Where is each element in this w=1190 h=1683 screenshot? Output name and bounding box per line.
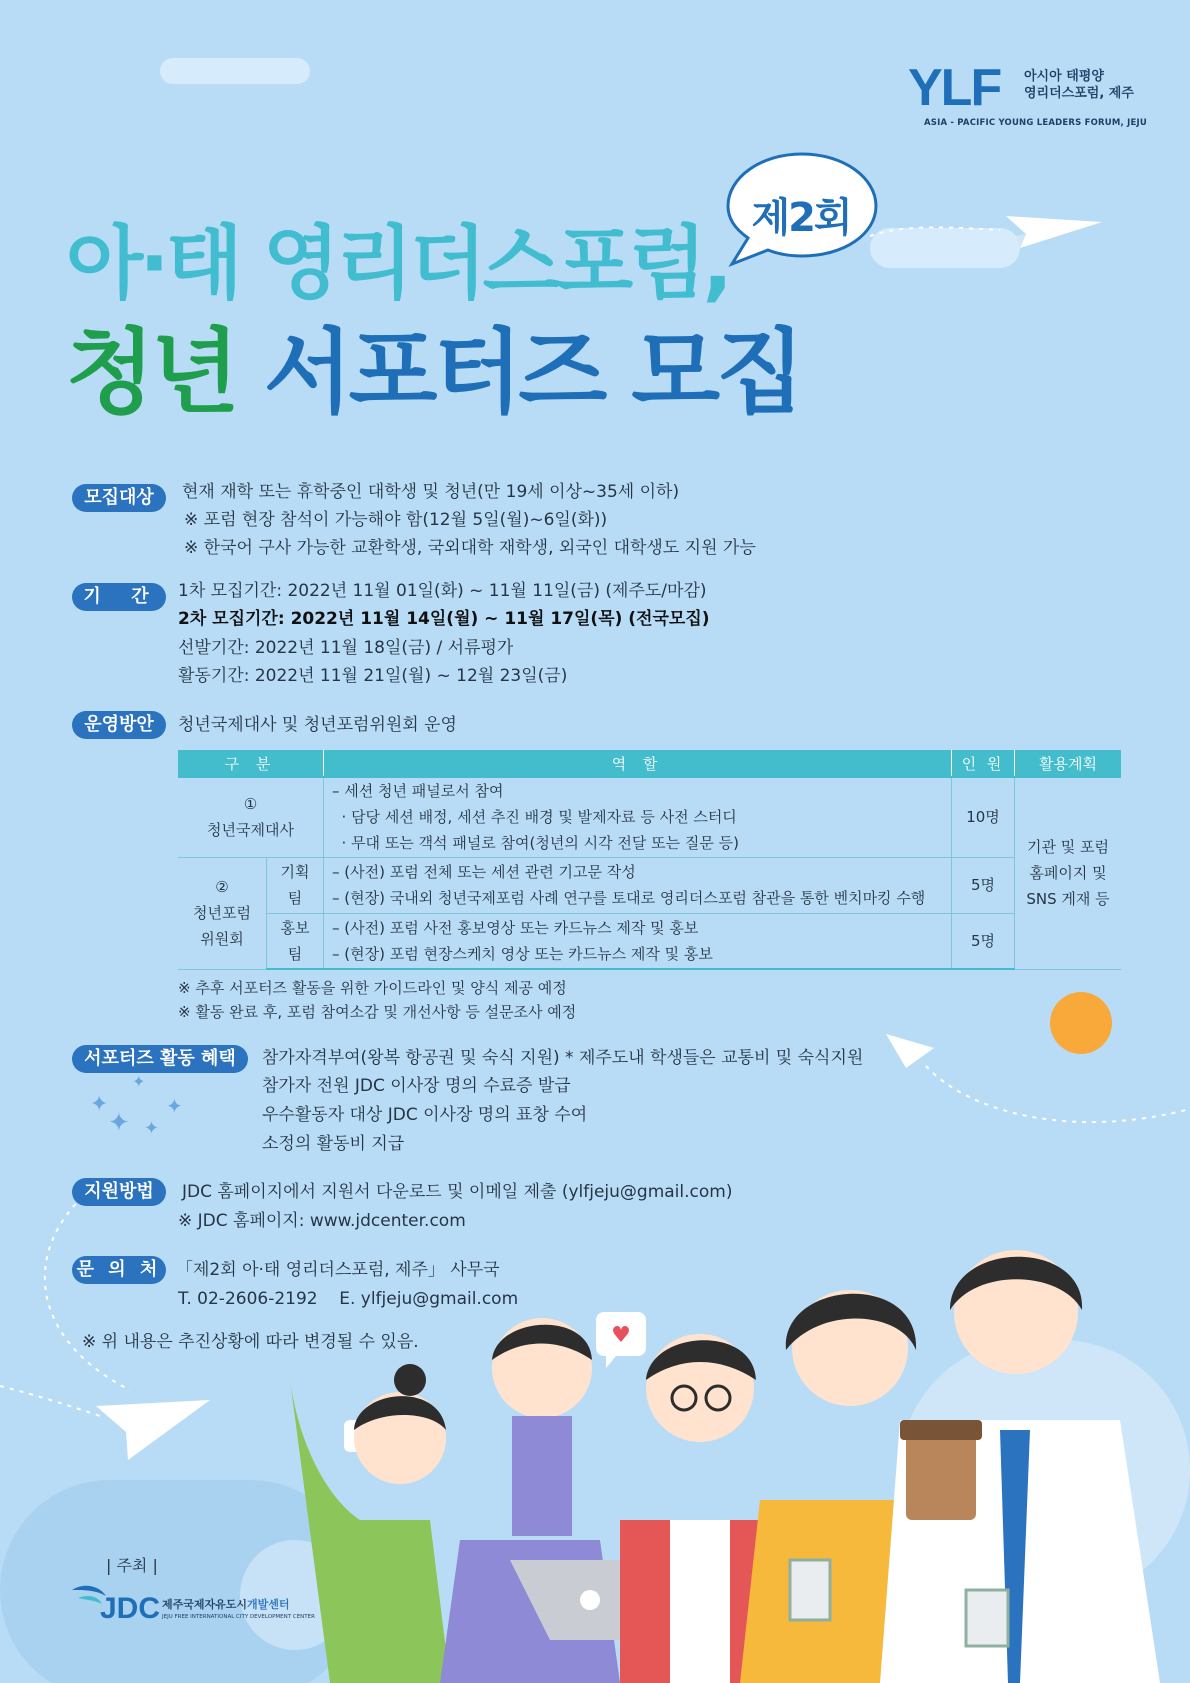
title-blue: 서포터즈 모집: [263, 319, 802, 426]
table-header-row: [178, 750, 1121, 777]
header-role: 역 할: [324, 750, 952, 777]
operation-tag: 운영방안: [72, 711, 166, 739]
jdc-korean-b: 개발센터: [247, 1598, 290, 1611]
sparkle-icon: ✦: [166, 1094, 183, 1118]
title-green: 청년: [66, 319, 236, 426]
sparkle-icon: ✦: [132, 1072, 146, 1091]
period-tag: 기 간: [72, 583, 166, 611]
contact-tag: 문 의 처: [72, 1256, 166, 1284]
operation-table: [178, 750, 1121, 970]
heart-bubble-icon: [596, 1312, 646, 1368]
table-row: [178, 777, 1121, 857]
svg-text:♥: ♥: [611, 1323, 631, 1348]
jdc-mark: JDC: [100, 1592, 161, 1625]
paper-plane-icon: [886, 1030, 1186, 1160]
disclaimer: ※ 위 내용은 추진상황에 따라 변경될 수 있음.: [82, 1332, 419, 1352]
period-line-highlight: 2차 모집기간: 2022년 11월 14일(월) ~ 11월 17일(목) (전국모집): [178, 609, 710, 629]
target-line: 현재 재학 또는 휴학중인 대학생 및 청년(만 19세 이상~35세 이하): [182, 482, 680, 502]
target-tag: 모집대상: [72, 484, 166, 512]
operation-note: ※ 추후 서포터즈 활동을 위한 가이드라인 및 양식 제공 예정: [178, 979, 567, 997]
table-row: [178, 857, 1121, 913]
ylf-logo: [908, 59, 1147, 128]
header-category: 구 분: [178, 750, 324, 777]
apply-line: JDC 홈페이지에서 지원서 다운로드 및 이메일 제출 (ylfjeju@gmail.com): [182, 1182, 733, 1202]
header-plan: 활용계획: [1015, 750, 1122, 777]
period-line: 1차 모집기간: 2022년 11월 01일(화) ~ 11월 11일(금) (제주도/마감): [178, 581, 707, 601]
table-row: [178, 913, 1121, 969]
header-count: 인 원: [952, 750, 1015, 777]
plan-cell: 기관 및 포럼 홈페이지 및 SNS 게재 등: [1015, 777, 1122, 969]
ylf-logo-mark: YLF: [908, 59, 1001, 117]
edition-label: 제2회: [751, 195, 851, 241]
host-label: | 주최 |: [106, 1556, 158, 1575]
group-ambassador: ① 청년국제대사: [178, 777, 324, 857]
jdc-english: JEJU FREE INTERNATIONAL CITY DEVELOPMENT CENTER: [162, 1614, 315, 1620]
benefit-line: 참가자 전원 JDC 이사장 명의 수료증 발급: [262, 1076, 571, 1096]
period-line: 선발기간: 2022년 11월 18일(금) / 서류평가: [178, 638, 514, 658]
title-line2: [66, 318, 801, 428]
cloud: [160, 58, 310, 84]
sun: [1050, 992, 1112, 1054]
supporters-illustration: [260, 1220, 1190, 1683]
paper-plane-icon: [870, 196, 1110, 266]
sparkle-icon: ✦: [108, 1108, 130, 1138]
contact-line: T. 02-2606-2192 E. ylfjeju@gmail.com: [178, 1289, 519, 1309]
target-line: ※ 한국어 구사 가능한 교환학생, 국외대학 재학생, 외국인 대학생도 지원 가능: [184, 538, 756, 558]
role-cell: – (사전) 포럼 사전 홍보영상 또는 카드뉴스 제작 및 홍보 – (현장) 포럼 현장스케치 영상 또는 카드뉴스 제작 및 홍보: [324, 913, 952, 969]
benefit-line: 소정의 활동비 지급: [262, 1134, 405, 1154]
title-line1: 아·태 영리더스포럼,: [66, 217, 729, 310]
apply-line: ※ JDC 홈페이지: www.jdcenter.com: [178, 1211, 466, 1231]
role-cell: – 세션 청년 패널로서 참여 · 담당 세션 배정, 세션 추진 배경 및 발제자료 등 사전 스터디 · 무대 또는 객석 패널로 참여(청년의 시각 전달 또는 질문 등): [324, 777, 952, 857]
count-cell: 5명: [952, 857, 1015, 913]
benefit-line: 참가자격부여(왕복 항공권 및 숙식 지원) * 제주도내 학생들은 교통비 및 숙식지원: [262, 1048, 864, 1068]
group-committee: ② 청년포럼 위원회: [178, 857, 267, 969]
role-cell: – (사전) 포럼 전체 또는 세션 관련 기고문 작성 – (현장) 국내외 청년국제포럼 사례 연구를 토대로 영리더스포럼 참관을 통한 벤치마킹 수행: [324, 857, 952, 913]
count-cell: 10명: [952, 777, 1015, 857]
dotted-path: [0, 1190, 180, 1400]
operation-desc: 청년국제대사 및 청년포럼위원회 운영: [178, 715, 457, 735]
operation-note: ※ 활동 완료 후, 포럼 참여소감 및 개선사항 등 설문조사 예정: [178, 1003, 577, 1021]
team-planning: 기획팀: [267, 857, 324, 913]
logo-english: ASIA - PACIFIC YOUNG LEADERS FORUM, JEJU: [924, 118, 1147, 128]
contact-line: 「제2회 아·태 영리더스포럼, 제주」 사무국: [176, 1260, 500, 1280]
benefits-tag: 서포터즈 활동 혜택: [72, 1045, 248, 1073]
count-cell: 5명: [952, 913, 1015, 969]
sparkle-icon: ✦: [144, 1118, 160, 1139]
sparkle-icon: ✦: [90, 1092, 109, 1117]
period-line: 활동기간: 2022년 11월 21일(월) ~ 12월 23일(금): [178, 666, 568, 686]
target-line: ※ 포럼 현장 참석이 가능해야 함(12월 5일(월)~6일(화)): [184, 510, 608, 530]
logo-korean-line2: 영리더스포럼, 제주: [1024, 86, 1134, 101]
logo-korean-line1: 아시아 태평양: [1024, 69, 1104, 84]
team-promotion: 홍보팀: [267, 913, 324, 969]
benefit-line: 우수활동자 대상 JDC 이사장 명의 표창 수여: [262, 1105, 588, 1125]
apply-tag: 지원방법: [72, 1178, 166, 1206]
jdc-korean-a: 제주국제자유도시: [162, 1598, 248, 1611]
